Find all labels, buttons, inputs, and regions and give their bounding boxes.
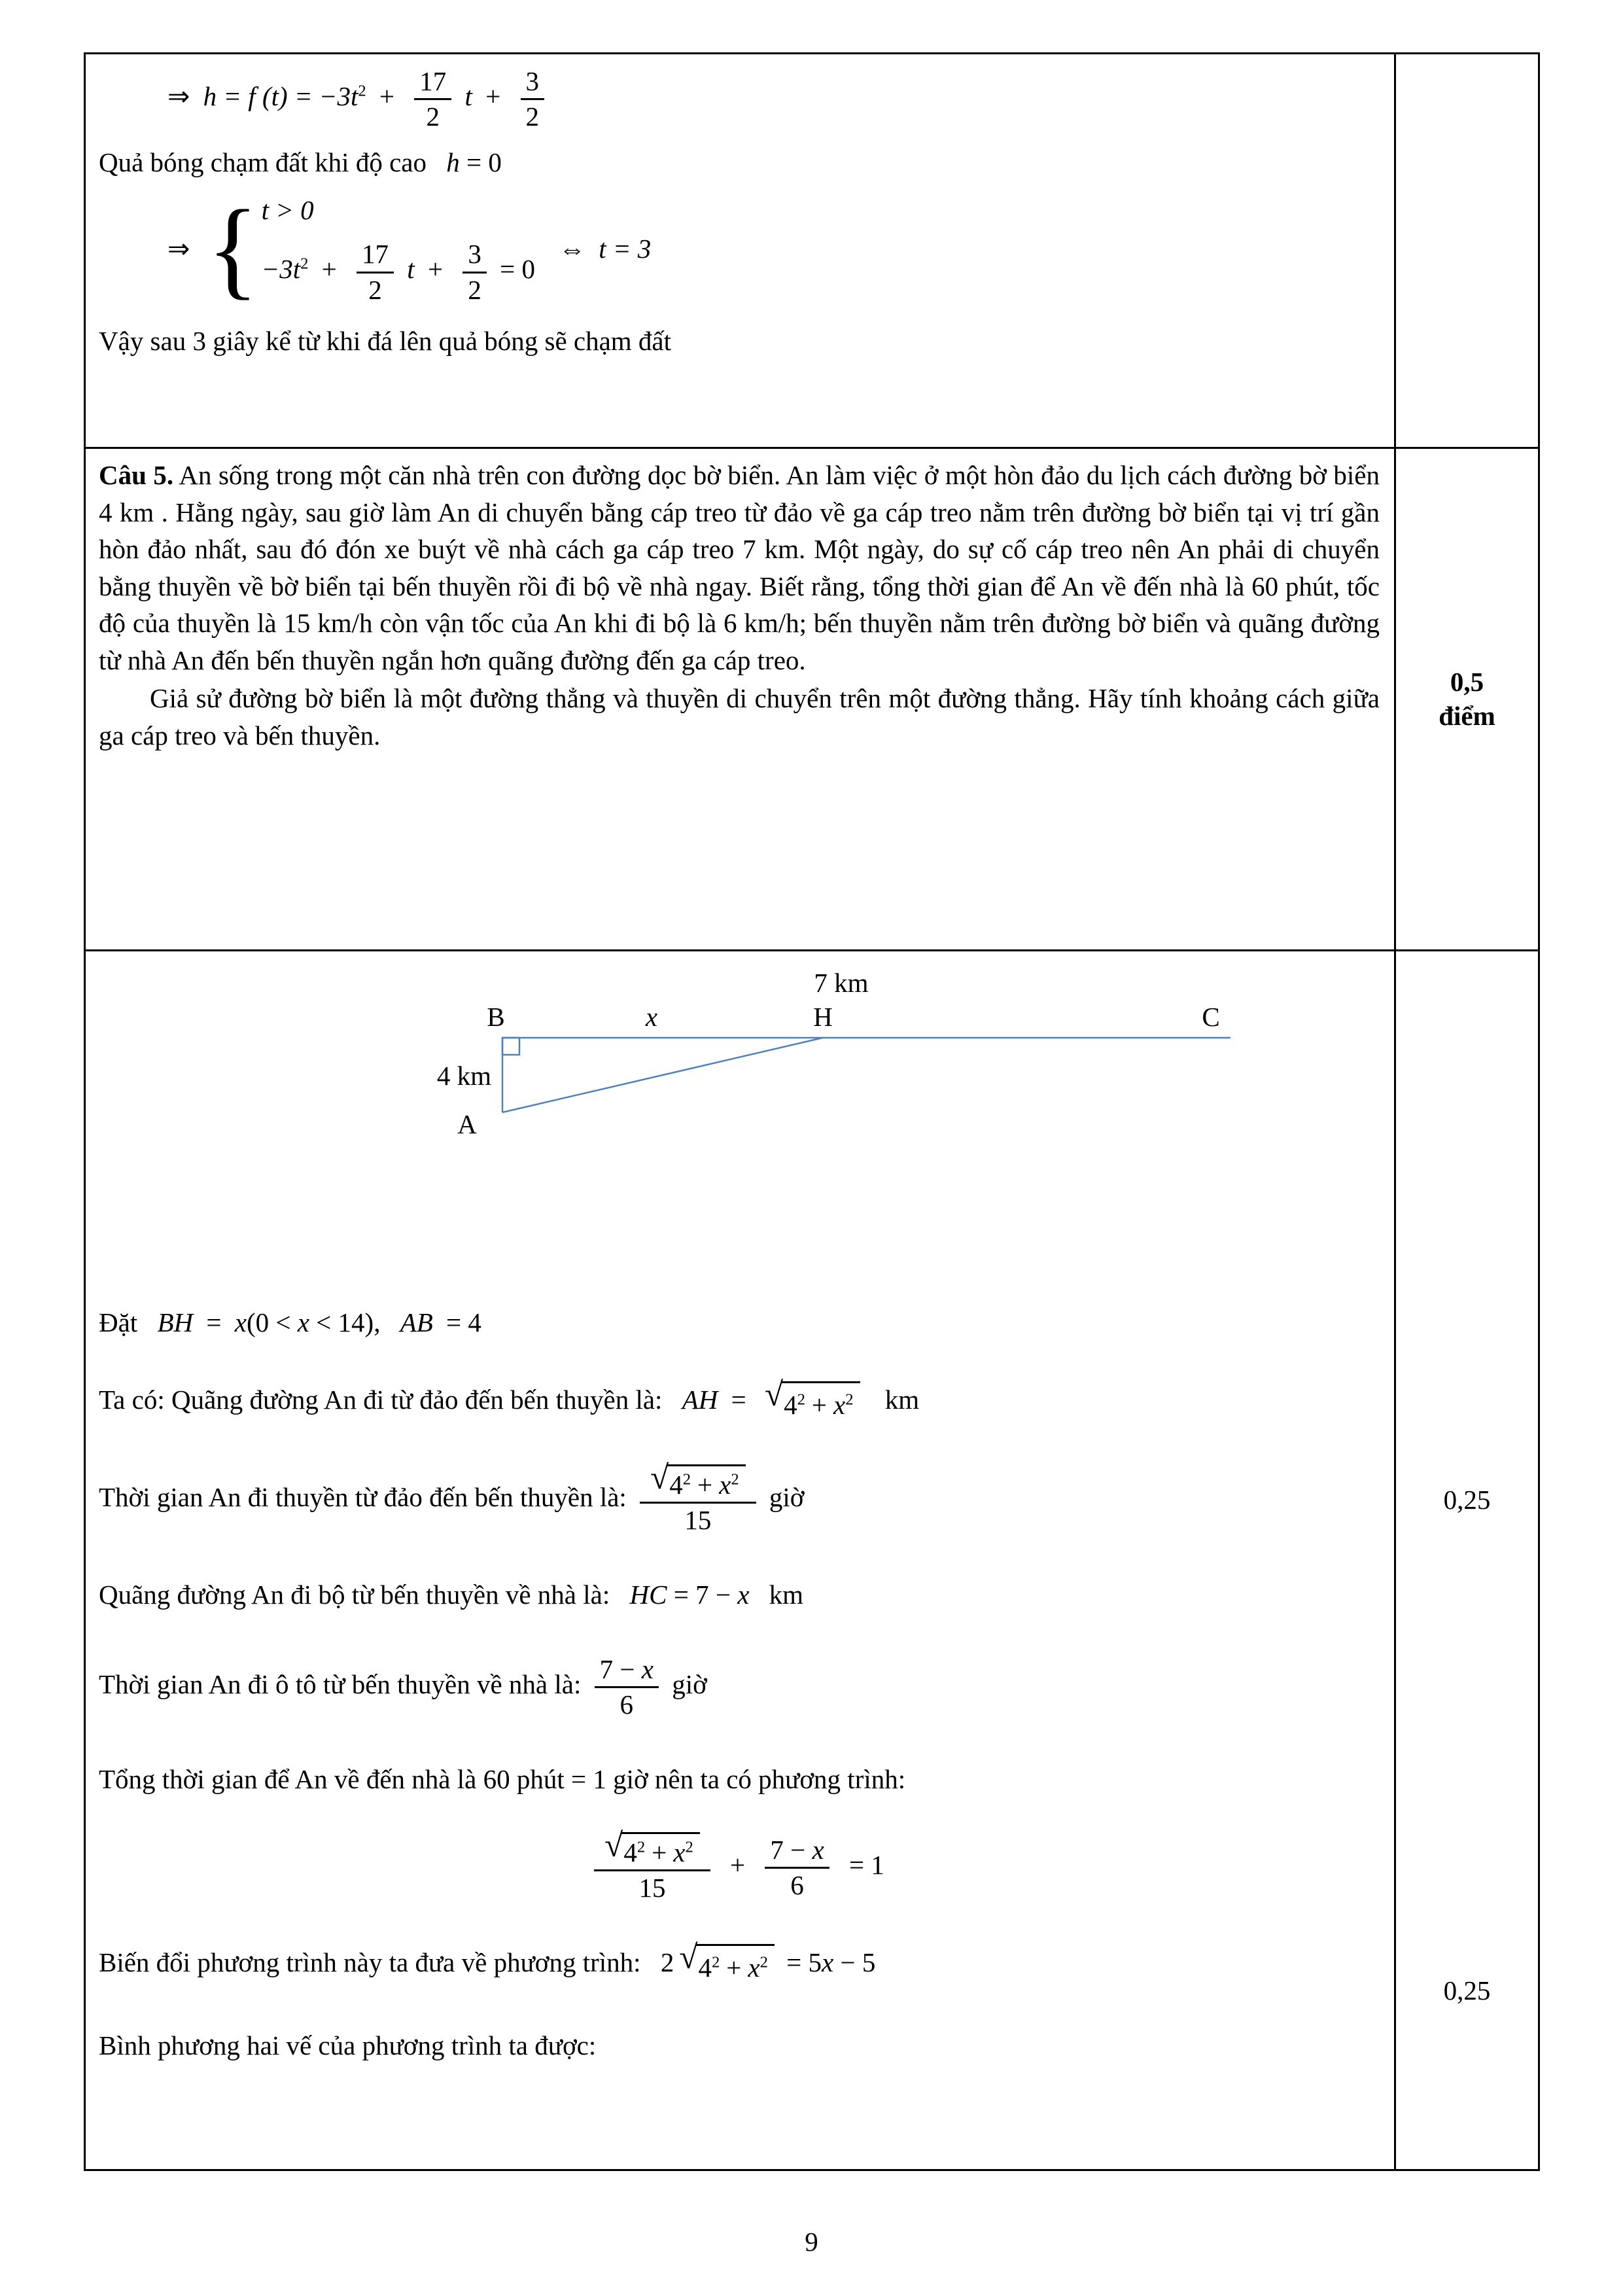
segment-AH bbox=[502, 1038, 823, 1112]
case-t-positive: t > 0 bbox=[261, 194, 314, 225]
question5-paragraph: Câu 5. An sống trong một căn nhà trên con đường dọc bờ biển. An làm việc ở một hòn đảo du lịch cách đường bờ biển 4 km . Hằng ngày, sau giờ làm An di chuyển bằng cáp treo từ đảo về ga cáp treo nằm trên đường bờ biển tại vị trí gần hòn đảo nhất, sau đó đón xe buýt về nhà cách ga cáp treo 7 km. Một ngày, do sự cố cáp treo nên An phải di chuyển bằng thuyền về bờ biển tại bến thuyền rồi đi bộ về nhà ngay. Biết rằng, tổng thời gian để An về đến nhà là 60 phút, tốc độ của thuyền là 15 km/h còn vận tốc của An khi đi bộ là 6 km/h; bến thuyền nằm trên đường bờ biển và quãng đường từ nhà An đến bến thuyền ngắn hơn quãng đường đến ga cáp treo. bbox=[99, 460, 1380, 675]
table-row-question5-solution bbox=[86, 949, 1538, 2169]
line-transformed-equation: Biến đổi phương trình này ta đưa về phương trình: 2 √ $4^2 + x^2$ = 5x − 5 bbox=[99, 1944, 1380, 1987]
table-row-question5-statement bbox=[86, 447, 1538, 949]
line-walk-time: Thời gian An đi ô tô từ bến thuyền về nhà là: $\frac{7 - x}{6}$ giờ bbox=[99, 1653, 707, 1720]
page-number: 9 bbox=[805, 2227, 818, 2257]
score-025-second: 0,25 bbox=[1443, 1975, 1491, 2005]
line-total-time: Tổng thời gian để An về đến nhà là 60 phút = 1 giờ nên ta có phương trình: bbox=[99, 1764, 906, 1795]
question5-score-cell bbox=[1396, 449, 1538, 949]
label-4km: 4 km bbox=[436, 1061, 491, 1091]
question5-assumption: Giả sử đường bờ biển là một đường thẳng và thuyền di chuyển trên một đường thẳng. Hãy tính khoảng cách giữa ga cáp treo và bến thuyền. bbox=[99, 683, 1380, 751]
iff-arrow: ⇔ bbox=[558, 233, 585, 264]
line-boat-time: Thời gian An đi thuyền từ đảo đến bến thuyền là: √ $4^2 + x^2$ 15 giờ bbox=[99, 1459, 805, 1536]
line-AH-distance: Ta có: Quãng đường An đi từ đảo đến bến thuyền là: AH = √ $4^2 + x^2$ km bbox=[99, 1381, 1380, 1424]
row1-score-cell bbox=[1396, 54, 1538, 447]
line-HC-distance: Quãng đường An đi bộ từ bến thuyền về nhà là: HC = 7 − x km bbox=[99, 1580, 804, 1610]
implies-arrow: ⇒ bbox=[167, 233, 190, 264]
label-C: C bbox=[1202, 1002, 1220, 1032]
geometry-diagram bbox=[99, 962, 1380, 1148]
triangle-diagram-svg bbox=[99, 962, 1381, 1139]
sqrt-4sq-plus-xsq: √ $4^2 + x^2$ bbox=[679, 1944, 775, 1987]
question5-text-cell bbox=[86, 449, 1396, 949]
solution-cell bbox=[86, 951, 1396, 2169]
system-of-conditions: ⇒ { t > 0 $-3t^2$ + $\frac{17}{2}$ t + $\frac{3}{2}$ = 0 ⇔ t = 3 bbox=[99, 192, 1380, 306]
right-angle-mark bbox=[502, 1038, 519, 1055]
fraction-walk-time: $\frac{7 - x}{6}$ bbox=[765, 1835, 829, 1901]
main-equation: √ $4^2 + x^2$ 15 + $\frac{7 - x}{6}$ = 1 bbox=[99, 1832, 1380, 1903]
score-025-first: 0,25 bbox=[1443, 1485, 1491, 1515]
text-ball-touches-ground: Quả bóng chạm đất khi độ cao h = 0 bbox=[99, 147, 502, 178]
question5-label: Câu 5. bbox=[99, 460, 174, 490]
sqrt-4sq-plus-xsq: √ $4^2 + x^2$ bbox=[765, 1381, 860, 1424]
formula-height-function: ⇒ h = f $(t) = -3t^2$ + $\frac{17}{2}$ t + $\frac{3}{2}$ bbox=[99, 66, 1380, 132]
fraction-3-2: $\frac{3}{2}$ bbox=[462, 239, 487, 305]
solution-score-cell bbox=[1396, 951, 1538, 2169]
sqrt-4sq-plus-xsq: √ $4^2 + x^2$ bbox=[604, 1832, 700, 1868]
fraction-walk-time: $\frac{7 - x}{6}$ bbox=[595, 1654, 659, 1720]
label-7km: 7 km bbox=[814, 968, 869, 998]
line-dat: Đặt BH = x(0 < x < 14), AB = 4 bbox=[99, 1307, 481, 1337]
left-brace: { bbox=[207, 187, 259, 310]
label-B: B bbox=[487, 1002, 505, 1032]
label-H: H bbox=[813, 1002, 833, 1032]
conclusion-text: Vậy sau 3 giây kể từ khi đá lên quả bóng sẽ chạm đất bbox=[99, 325, 672, 356]
fraction-17-2: $\frac{17}{2}$ bbox=[357, 239, 394, 305]
label-x: x bbox=[645, 1002, 658, 1032]
fraction-3-2: $\frac{3}{2}$ bbox=[521, 66, 545, 132]
answer-key-table bbox=[84, 52, 1540, 2171]
score-value: 0,5 bbox=[1450, 667, 1484, 698]
case-quadratic: $-3t^2$ + $\frac{17}{2}$ t + $\frac{3}{2}$ = 0 bbox=[261, 239, 535, 305]
row1-solution-cell bbox=[86, 54, 1396, 447]
fraction-boat-time: √ $4^2 + x^2$ 15 bbox=[594, 1832, 710, 1903]
line-square-both-sides: Bình phương hai vế của phương trình ta được: bbox=[99, 2030, 597, 2060]
fraction-boat-time: √ $4^2 + x^2$ 15 bbox=[640, 1464, 756, 1536]
implies-arrow: ⇒ bbox=[167, 81, 190, 112]
table-row-question4-end bbox=[86, 54, 1538, 447]
score-unit: điểm bbox=[1439, 700, 1495, 731]
label-A: A bbox=[457, 1109, 477, 1139]
sqrt-4sq-plus-xsq: √ $4^2 + x^2$ bbox=[650, 1464, 746, 1500]
fraction-17-2: $\frac{17}{2}$ bbox=[414, 66, 451, 132]
